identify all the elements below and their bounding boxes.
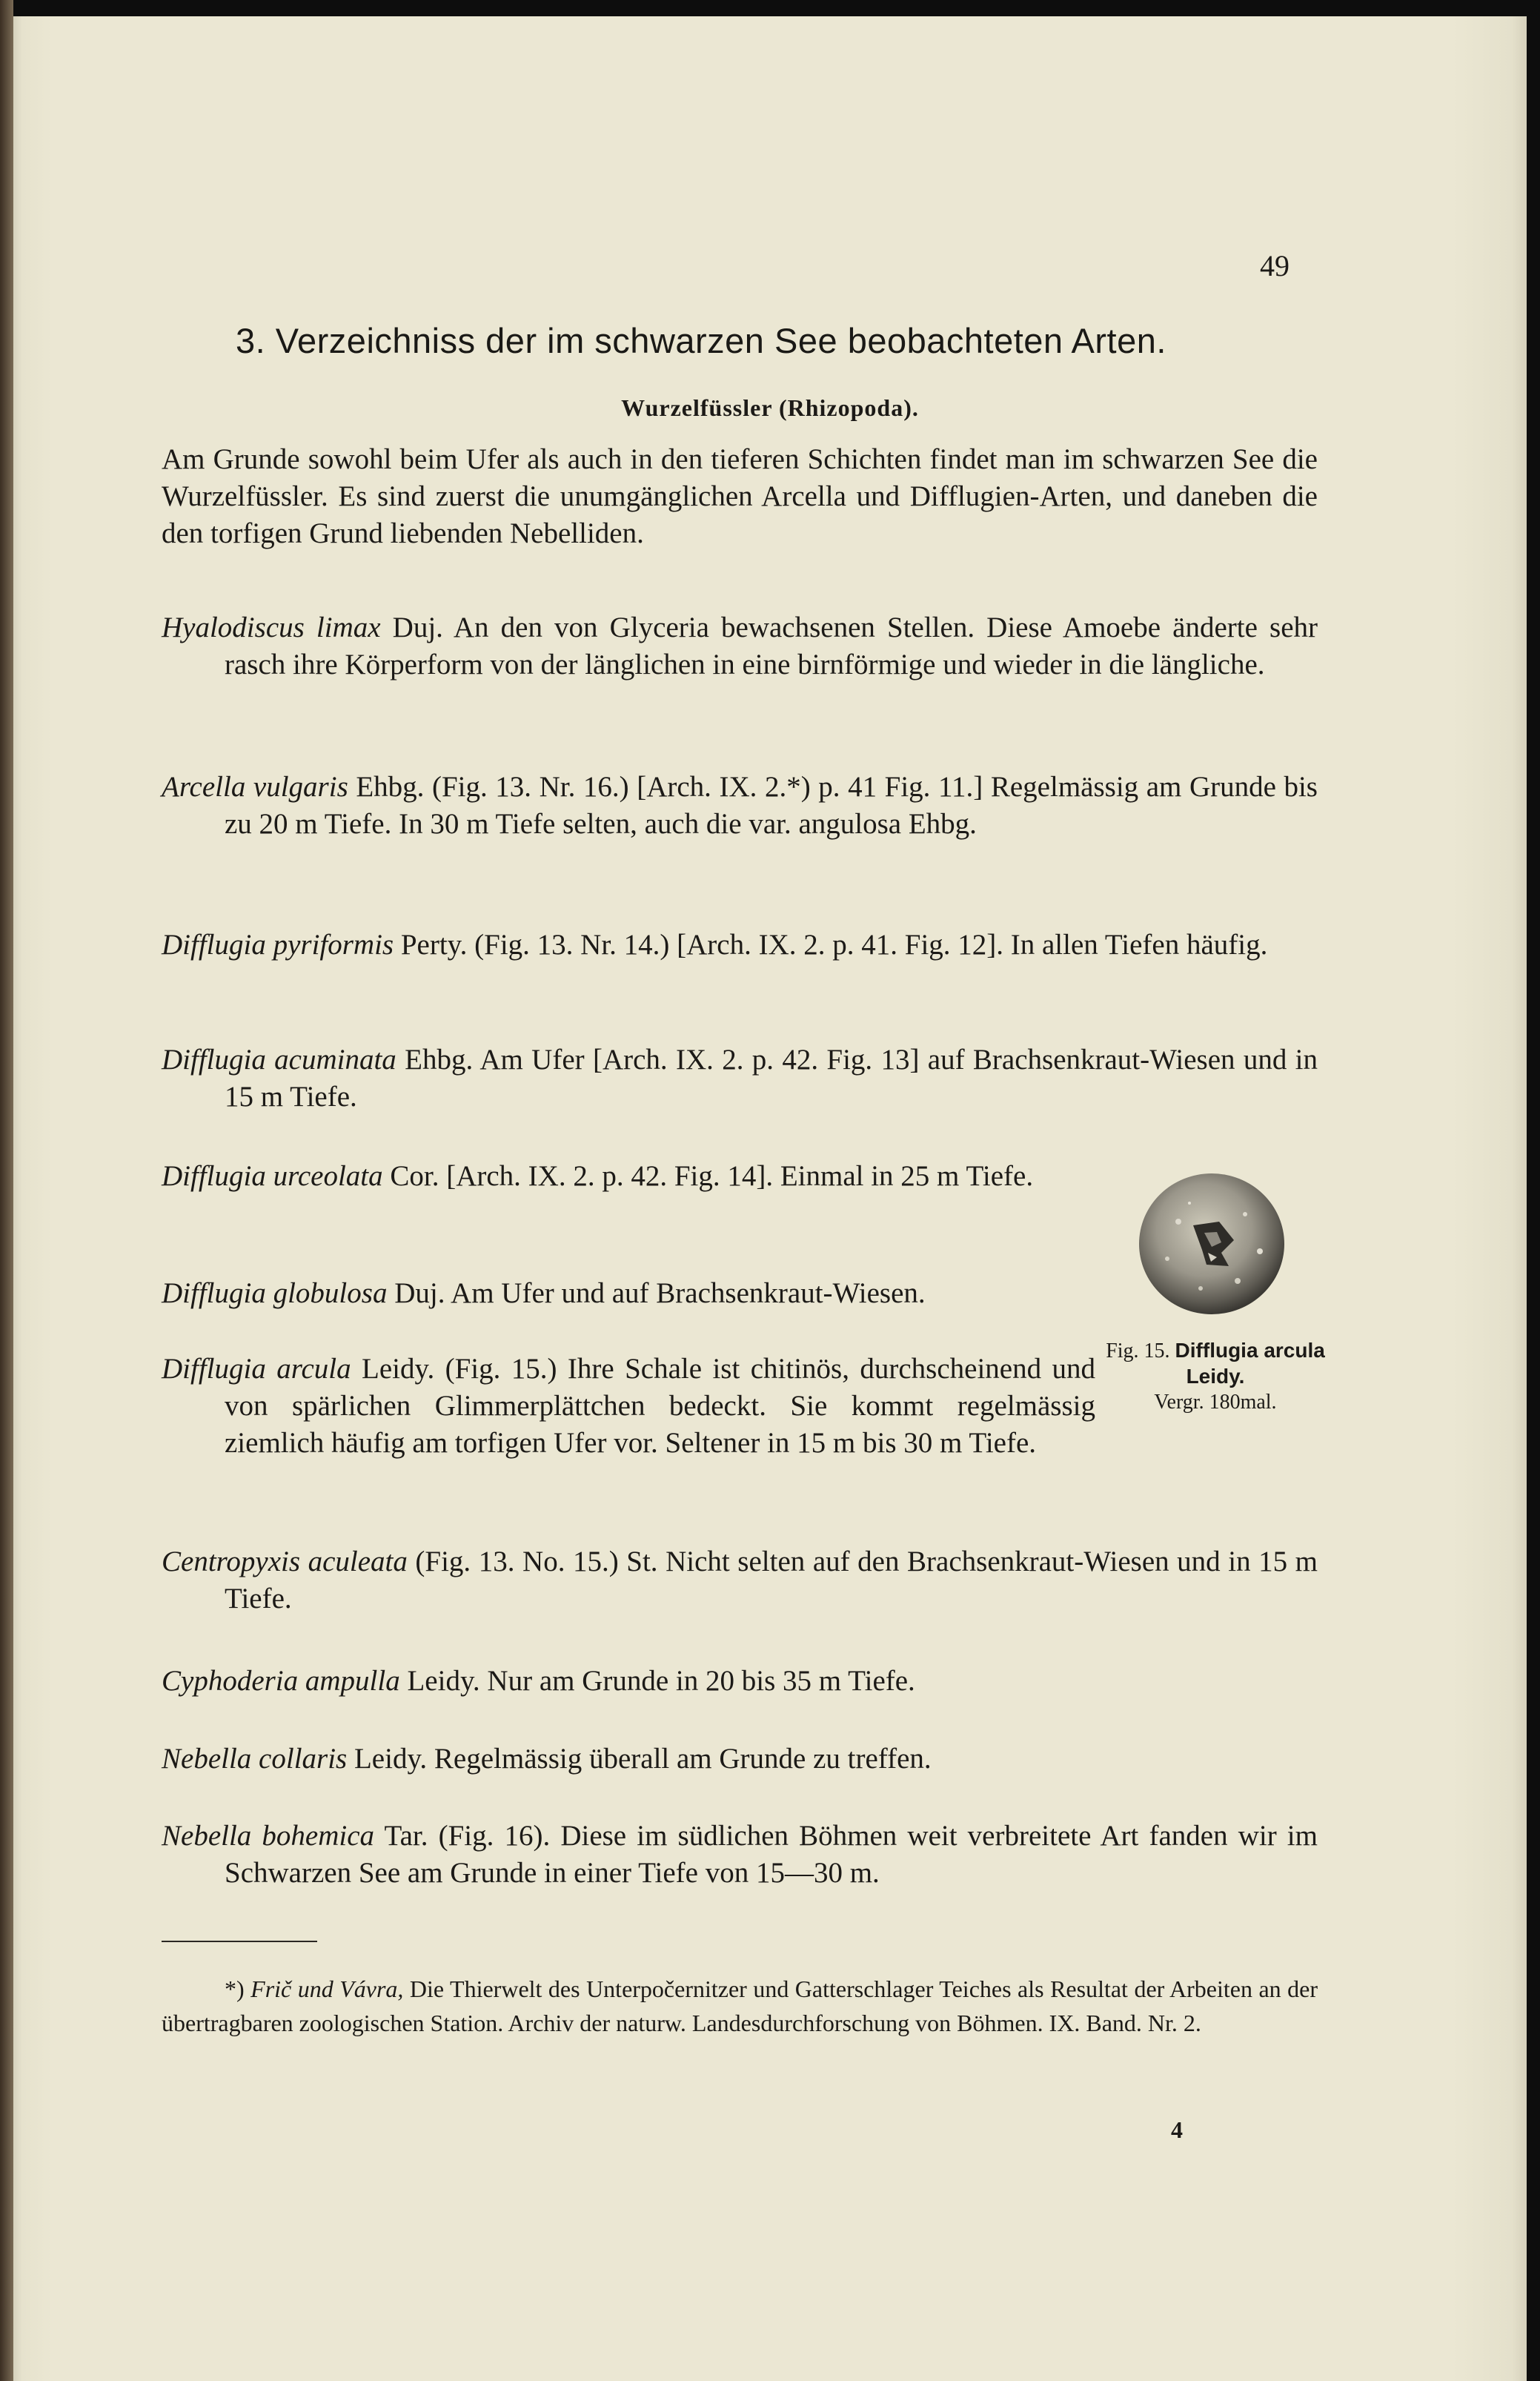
page-number: 49 (1260, 249, 1290, 282)
subsection-title: Wurzelfüssler (Rhizopoda). (621, 394, 919, 421)
species-text: Duj. An den von Glyceria bewachsenen Stellen. Diese Amoebe änderte sehr rasch ihre Körperform von der länglichen in eine birnförmige und wieder in die längliche. (225, 612, 1318, 680)
scan-edge-top (0, 0, 1540, 16)
footnote-text: Die Thierwelt des Unterpočernitzer und Gatterschlager Teiches als Resultat der Arbeiten an der übertragbaren zoologischen Station. Archiv der naturw. Landesdurchforschung von Böhmen. IX. Band. Nr. 2. (162, 1976, 1318, 2036)
signature-mark: 4 (1171, 2116, 1183, 2143)
figure-caption (1104, 1338, 1327, 1415)
species-name: Nebella bohemica (162, 1820, 375, 1852)
species-text: Leidy. Nur am Grunde in 20 bis 35 m Tiefe. (399, 1665, 915, 1697)
species-text: Duj. Am Ufer und auf Brachsenkraut-Wiesen. (387, 1277, 926, 1309)
species-text: Tar. (Fig. 16). Diese im südlichen Böhmen weit verbreitete Art fanden wir im Schwarzen See am Grunde in einer Tiefe von 15—30 m. (225, 1820, 1318, 1889)
species-text: Ehbg. Am Ufer [Arch. IX. 2. p. 42. Fig. 13] auf Brachsenkraut-Wiesen und in 15 m Tiefe. (225, 1044, 1318, 1113)
species-entry (162, 1158, 1095, 1195)
species-entry (162, 1543, 1318, 1617)
species-entry (162, 1275, 1095, 1312)
species-name: Difflugia acuminata (162, 1044, 396, 1076)
species-text: (Fig. 13. No. 15.) St. Nicht selten auf den Brachsenkraut-Wiesen und in 15 m Tiefe. (225, 1546, 1318, 1615)
species-entry (162, 609, 1318, 683)
species-name: Difflugia urceolata (162, 1160, 383, 1192)
scan-edge-right (1527, 0, 1540, 2381)
figure-magnification: Vergr. 180mal. (1154, 1391, 1277, 1414)
species-text: Leidy. Regelmässig überall am Grunde zu treffen. (347, 1743, 932, 1775)
species-entry (162, 1042, 1318, 1116)
figure-label: Fig. 15. (1106, 1339, 1170, 1362)
species-text: Leidy. (Fig. 15.) Ihre Schale ist chitinös, durchscheinend und von spärlichen Glimmerplättchen bedeckt. Sie kommt regelmässig ziemlich häufig am torfigen Ufer vor. Seltener in 15 m bis 30 m Tiefe. (225, 1353, 1095, 1459)
footnote-divider (162, 1941, 317, 1942)
footnote-marker: *) (225, 1976, 245, 2002)
species-entry (162, 1818, 1318, 1892)
species-name: Nebella collaris (162, 1743, 348, 1775)
species-name: Cyphoderia ampulla (162, 1665, 400, 1697)
species-entry (162, 1663, 1318, 1700)
species-entry (162, 927, 1318, 964)
species-name: Difflugia pyriformis (162, 929, 394, 961)
figure-species: Difflugia arcula Leidy. (1175, 1339, 1325, 1388)
section-title: 3. Verzeichniss der im schwarzen See beobachteten Arten. (236, 321, 1166, 360)
species-name: Arcella vulgaris (162, 771, 348, 803)
species-name: Difflugia globulosa (162, 1277, 388, 1309)
species-entry (162, 769, 1318, 843)
intro-paragraph: Am Grunde sowohl beim Ufer als auch in den tieferen Schichten findet man im schwarzen See die Wurzelfüssler. Es sind zuerst die unumgänglichen Arcella und Difflugien-Arten, und daneben die den torfigen Grund liebenden Nebelliden. (162, 443, 1318, 549)
scan-edge-left (0, 0, 13, 2381)
species-name: Centropyxis aculeata (162, 1546, 408, 1577)
species-entry (162, 1741, 1318, 1778)
footnote-authors: Frič und Vávra, (250, 1976, 404, 2002)
difflugia-arcula-illustration (1134, 1170, 1290, 1318)
species-text: Cor. [Arch. IX. 2. p. 42. Fig. 14]. Einmal in 25 m Tiefe. (382, 1160, 1034, 1192)
species-entry (162, 1351, 1095, 1462)
species-text: Ehbg. (Fig. 13. Nr. 16.) [Arch. IX. 2.*) p. 41 Fig. 11.] Regelmässig am Grunde bis zu 20 m Tiefe. In 30 m Tiefe selten, auch die var. angulosa Ehbg. (225, 771, 1318, 840)
species-name: Difflugia arcula (162, 1353, 351, 1385)
species-name: Hyalodiscus limax (162, 612, 381, 643)
footnote (162, 1972, 1318, 2040)
species-text: Perty. (Fig. 13. Nr. 14.) [Arch. IX. 2. p. 41. Fig. 12]. In allen Tiefen häufig. (394, 929, 1268, 961)
